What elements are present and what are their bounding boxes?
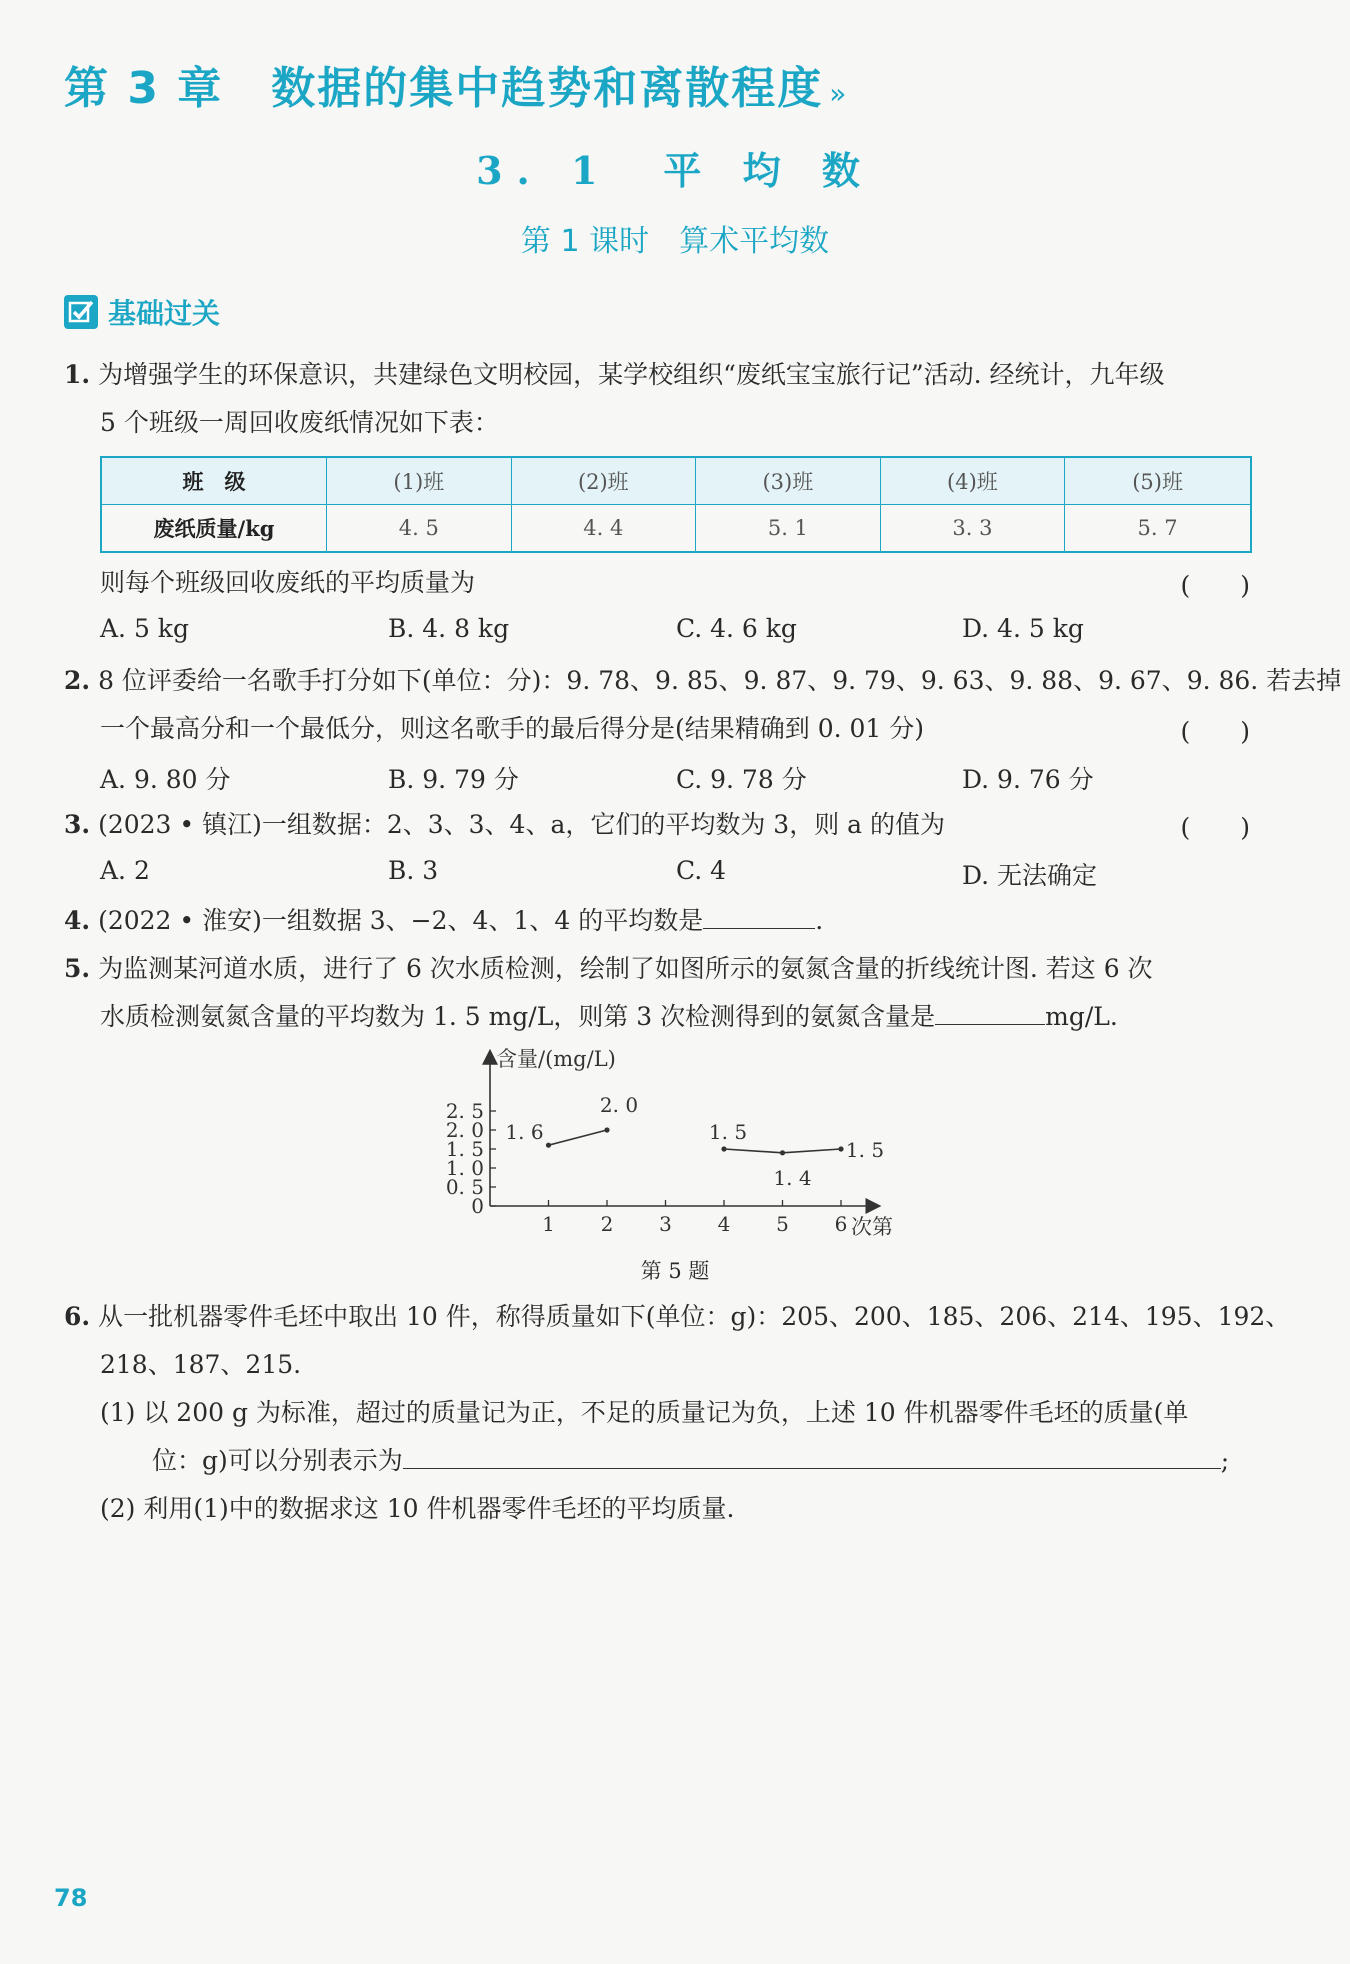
q6-sub2: (2) 利用(1)中的数据求这 10 件机器零件毛坯的平均质量. [100, 1494, 735, 1523]
q5-line2 [100, 1000, 1118, 1034]
x-tick-label: 4 [717, 1212, 731, 1236]
y-tick-label: 2. 5 [445, 1099, 484, 1123]
q6-sub1-line2 [152, 1444, 1229, 1478]
chevron-right-icon: » [829, 77, 849, 110]
q6-number: 6. [64, 1302, 91, 1331]
q1-text1: 为增强学生的环保意识，共建绿色文明校园，某学校组织“废纸宝宝旅行记”活动. 经统计，九年级 [98, 360, 1165, 389]
table-cell: (4)班 [880, 457, 1065, 505]
y-tick-label: 2. 0 [445, 1118, 484, 1142]
q4-tail: . [815, 906, 824, 935]
q6-sub1-line1: (1) 以 200 g 为标准，超过的质量记为正，不足的质量记为负，上述 10 件机器零件毛坯的质量(单 [100, 1398, 1189, 1427]
q3-answer-paren: ( ) [1180, 813, 1250, 842]
q1-option-b: B. 4. 8 kg [388, 614, 510, 643]
x-tick-label: 3 [659, 1212, 672, 1236]
q1-answer-paren: ( ) [1180, 571, 1250, 600]
y-tick-label: 1. 5 [445, 1137, 484, 1161]
x-tick-label: 1 [542, 1212, 555, 1236]
data-point [721, 1146, 726, 1151]
q6-answer-blank[interactable] [403, 1444, 1221, 1469]
waste-paper-table [100, 456, 1252, 553]
table-cell: 5. 7 [1065, 505, 1251, 553]
q3-number: 3. [64, 810, 91, 839]
data-label: 1. 5 [845, 1138, 885, 1162]
q6-line2: 218、187、215. [100, 1350, 302, 1379]
q1-option-a: A. 5 kg [100, 614, 189, 643]
data-point [838, 1146, 843, 1151]
checkmark-icon [64, 295, 98, 329]
q2-line1 [64, 664, 1341, 698]
q3-option-c: C. 4 [676, 856, 727, 885]
q2-option-c: C. 9. 78 分 [676, 765, 807, 794]
q5-line1 [64, 952, 1153, 986]
x-tick-label: 6 [834, 1212, 848, 1236]
q5-unit: mg/L. [1045, 1002, 1118, 1031]
data-label: 1. 6 [505, 1120, 544, 1145]
q3-option-a: A. 2 [100, 856, 150, 885]
data-point [780, 1150, 785, 1155]
q3-line1 [64, 808, 945, 842]
q2-option-d: D. 9. 76 分 [962, 765, 1094, 794]
q5-answer-blank[interactable] [935, 1000, 1045, 1025]
section-title: 3. 1 平 均 数 [476, 148, 874, 193]
q6-line1 [64, 1300, 1290, 1334]
q6-sub1-text2: 位：g)可以分别表示为 [152, 1446, 403, 1475]
table-cell: 5. 1 [696, 505, 881, 553]
q4-number: 4. [64, 906, 91, 935]
data-label: 1. 5 [708, 1120, 748, 1144]
table-row [101, 457, 1251, 505]
q6-text1: 从一批机器零件毛坯中取出 10 件，称得质量如下(单位：g)：205、200、185、206、214、195、192、 [98, 1302, 1291, 1331]
data-label: 1. 4 [773, 1165, 812, 1190]
x-tick-label: 2 [600, 1212, 614, 1236]
q5-text1: 为监测某河道水质，进行了 6 次水质检测，绘制了如图所示的氨氮含量的折线统计图. 若这 6 次 [98, 954, 1153, 983]
y-tick-label: 1. 0 [445, 1156, 484, 1180]
x-axis-label: 次第 [851, 1215, 893, 1239]
q5-text2: 水质检测氨氮含量的平均数为 1. 5 mg/L，则第 3 次检测得到的氨氮含量是 [100, 1002, 936, 1031]
q3-text1: (2023 • 镇江)一组数据：2、3、3、4、a，它们的平均数为 3，则 a 的值为 [98, 810, 946, 839]
y-tick-label: 0 [471, 1194, 484, 1218]
data-label: 2. 0 [599, 1093, 639, 1117]
chart-caption [0, 1254, 1350, 1288]
q1-stem: 则每个班级回收废纸的平均质量为 [100, 568, 476, 597]
q2-answer-paren: ( ) [1180, 717, 1250, 746]
caption-text: 第 5 题 [640, 1259, 710, 1283]
table-cell: 4. 4 [511, 505, 696, 553]
q4-line1 [64, 904, 823, 938]
q4-answer-blank[interactable] [703, 904, 815, 929]
q2-option-a: A. 9. 80 分 [100, 765, 231, 794]
basic-section-heading [64, 292, 220, 332]
q4-text1: (2022 • 淮安)一组数据 3、−2、4、1、4 的平均数是 [98, 906, 704, 935]
q5-number: 5. [64, 954, 91, 983]
q2-text1: 8 位评委给一名歌手打分如下(单位：分)：9. 78、9. 85、9. 87、9. 79、9. 63、9. 88、9. 67、9. 86. 若去掉 [98, 666, 1342, 695]
ammonia-line-chart [440, 1046, 910, 1256]
series-line [549, 1130, 608, 1145]
data-point [546, 1143, 551, 1148]
table-cell: 4. 5 [327, 505, 512, 553]
table-cell: 3. 3 [880, 505, 1065, 553]
q1-line1 [64, 358, 1165, 392]
basic-label: 基础过关 [108, 297, 221, 330]
table-header-cell: 废纸质量/kg [101, 505, 327, 553]
chapter-number: 第 3 章 [64, 63, 224, 114]
chapter-name: 数据的集中趋势和离散程度 [271, 63, 824, 114]
table-cell: (5)班 [1065, 457, 1251, 505]
table-cell: (2)班 [511, 457, 696, 505]
table-header-cell: 班 级 [101, 457, 327, 505]
data-point [604, 1127, 609, 1132]
chapter-title [64, 52, 848, 116]
q1-option-c: C. 4. 6 kg [676, 614, 797, 643]
q3-option-d: D. 无法确定 [962, 861, 1098, 890]
q1-line2: 5 个班级一周回收废纸情况如下表： [100, 408, 499, 437]
q1-option-d: D. 4. 5 kg [962, 614, 1084, 643]
q2-number: 2. [64, 666, 91, 695]
q2-option-b: B. 9. 79 分 [388, 765, 519, 794]
table-row [101, 505, 1251, 553]
q3-option-b: B. 3 [388, 856, 439, 885]
y-tick-label: 0. 5 [445, 1175, 484, 1199]
x-tick-label: 5 [776, 1212, 789, 1236]
table-cell: (1)班 [327, 457, 512, 505]
q1-number: 1. [64, 360, 91, 389]
page-number: 78 [54, 1884, 88, 1912]
table-cell: (3)班 [696, 457, 881, 505]
y-axis-label: 含量/(mg/L) [496, 1047, 616, 1071]
q6-sub1-tail: ; [1220, 1446, 1230, 1475]
lesson-title: 第 1 课时 算术平均数 [520, 224, 830, 259]
q2-line2: 一个最高分和一个最低分，则这名歌手的最后得分是(结果精确到 0. 01 分) [100, 714, 925, 743]
